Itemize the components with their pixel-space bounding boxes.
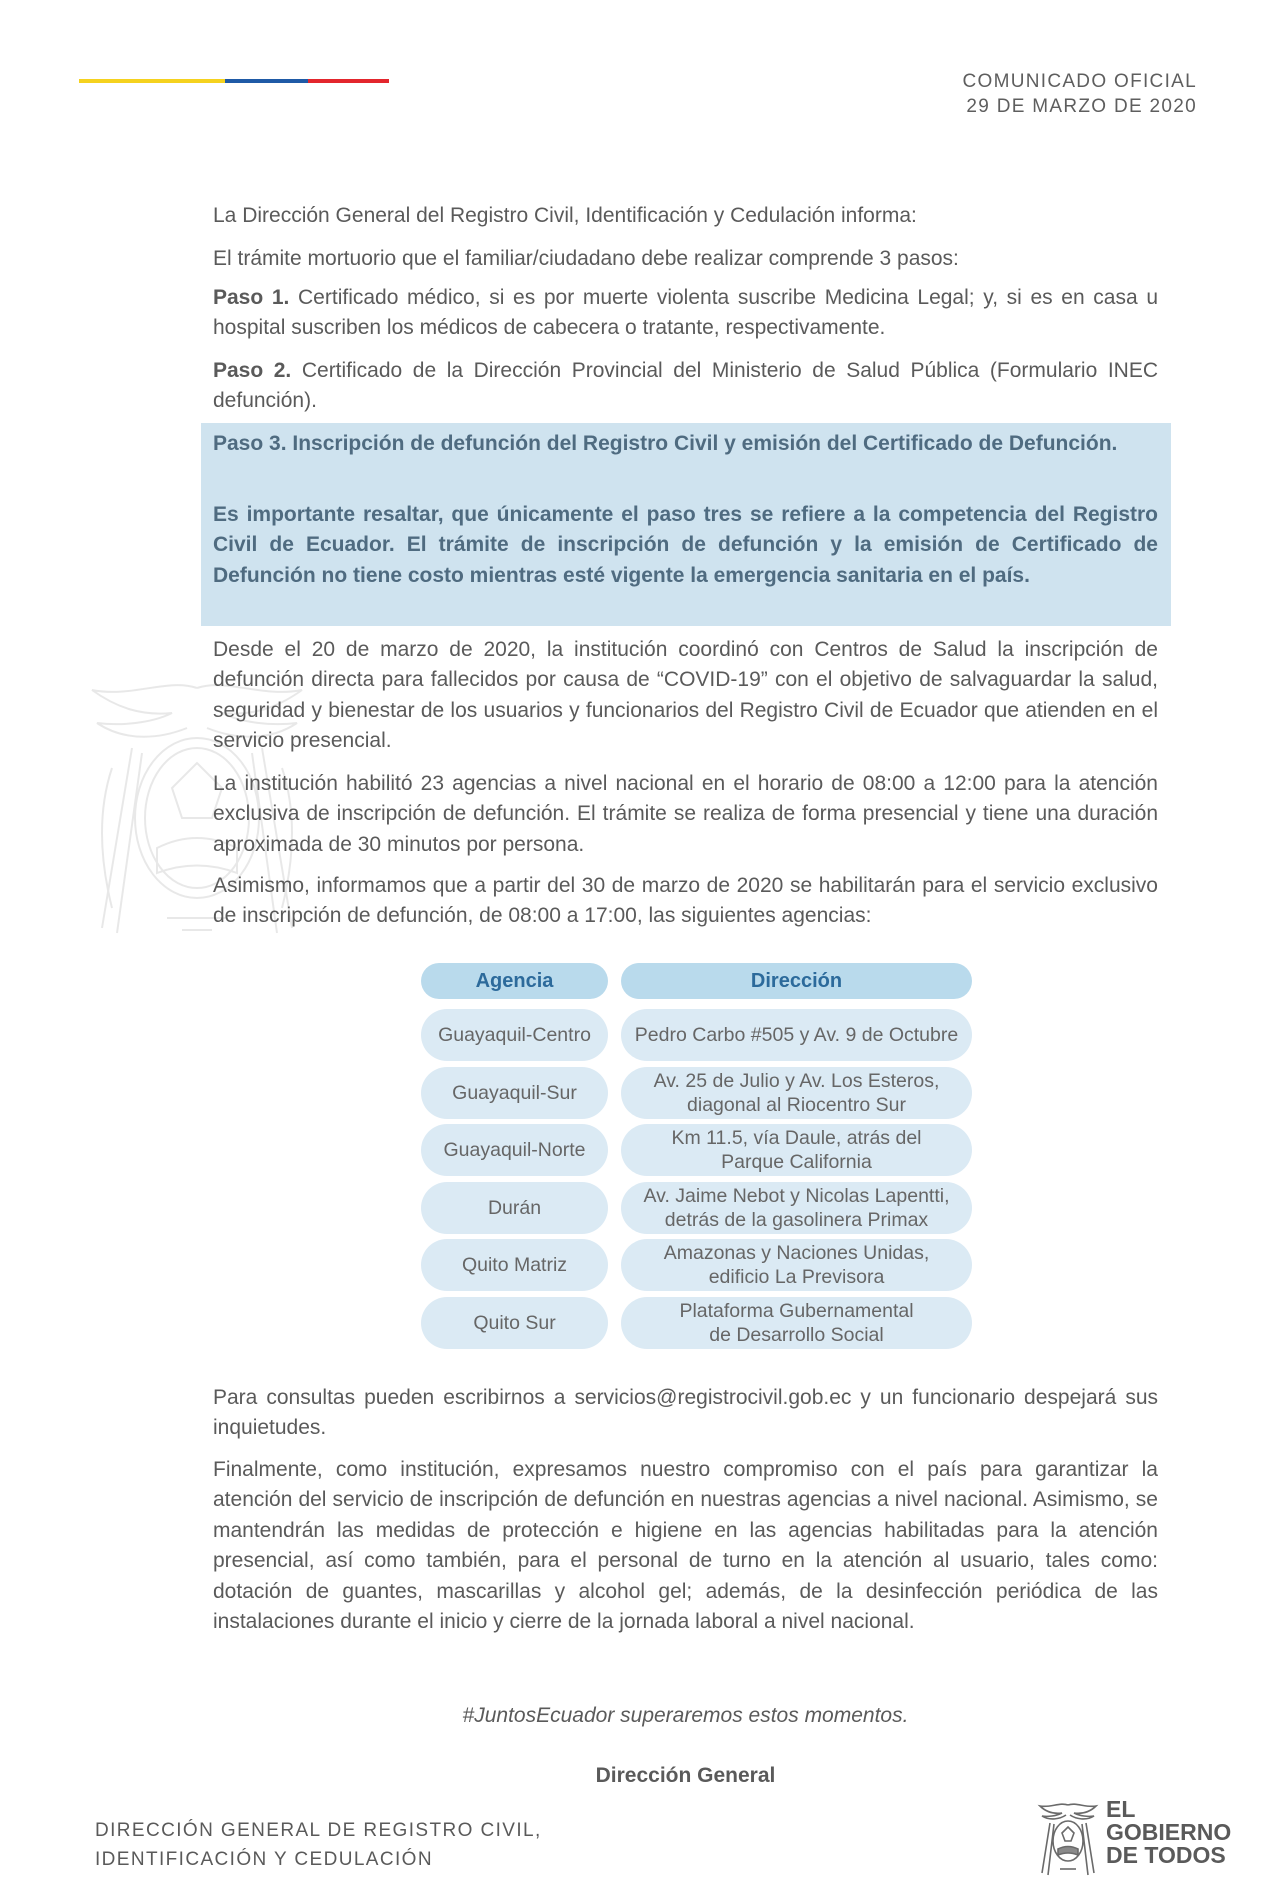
step-3-text: Inscripción de defunción del Registro Civil y emisión del Certificado de Defunción. — [292, 432, 1118, 455]
flag-bar-blue — [225, 79, 308, 83]
step-2-paragraph — [213, 356, 1158, 417]
flag-bar-red — [308, 79, 389, 83]
agency-name: Durán — [487, 1197, 542, 1219]
logo-text-line-1: EL — [1106, 1796, 1136, 1822]
intro-paragraph: La Dirección General del Registro Civil, Identificación y Cedulación informa: — [213, 204, 917, 227]
address-line: Av. 25 de Julio y Av. Los Esteros, — [653, 1070, 940, 1092]
new-agencies-paragraph: Asimismo, informamos que a partir del 30 de marzo de 2020 se habilitarán para el servicio exclusivo de inscripción de defunción, de 08:00 a 17:00, las siguientes agencias: — [213, 874, 1158, 928]
address-line: de Desarrollo Social — [709, 1324, 884, 1346]
institution-name-line-2: IDENTIFICACIÓN Y CEDULACIÓN — [95, 1849, 433, 1870]
table-cell-agency — [421, 1239, 608, 1291]
table-header-agency: Agencia — [421, 963, 608, 999]
steps-intro-paragraph: El trámite mortuorio que el familiar/ciudadano debe realizar comprende 3 pasos: — [213, 247, 959, 270]
agency-name: Quito Matriz — [461, 1254, 568, 1276]
address-line: Pedro Carbo #505 y Av. 9 de Octubre — [634, 1024, 959, 1046]
agency-name: Guayaquil-Sur — [452, 1082, 577, 1104]
table-cell-address — [621, 1124, 972, 1176]
address-line: detrás de la gasolinera Primax — [664, 1209, 929, 1231]
address-line: edificio La Previsora — [708, 1266, 885, 1288]
table-cell-address — [621, 1067, 972, 1119]
logo-text-line-3: DE TODOS — [1106, 1842, 1226, 1868]
hashtag-line: #JuntosEcuador superaremos estos momentos. — [462, 1704, 909, 1727]
institution-name-line-1: DIRECCIÓN GENERAL DE REGISTRO CIVIL, — [95, 1820, 542, 1841]
important-notice-paragraph: Es importante resaltar, que únicamente el paso tres se refiere a la competencia del Registro Civil de Ecuador. El trámite de inscripción de defunción y la emisión de Certificado de Defunción no tiene costo mientras esté vigente la emergencia sanitaria en el país. — [213, 503, 1158, 587]
table-cell-agency — [421, 1297, 608, 1349]
commitment-paragraph: Finalmente, como institución, expresamos nuestro compromiso con el país para garantizar la atención del servicio de inscripción de defunción en nuestras agencias a nivel nacional. Asimismo, se mantendrán las medidas de protección e higiene en las agencias habilitadas para la atención presencial, así como también, para el personal de turno en la atención al usuario, tales como: dotación de guantes, mascarillas y alcohol gel; además, de la desinfección periódica de las instalaciones durante el inicio y cierre de la jornada laboral a nivel nacional. — [213, 1458, 1158, 1634]
coat-of-arms-icon — [1036, 1799, 1100, 1879]
table-cell-agency — [421, 1067, 608, 1119]
signature: Dirección General — [595, 1764, 776, 1787]
communique-title: COMUNICADO OFICIAL — [962, 71, 1197, 92]
agency-name: Quito Sur — [473, 1312, 556, 1334]
agency-name: Guayaquil-Centro — [438, 1024, 591, 1046]
table-cell-address — [621, 1239, 972, 1291]
step-1-paragraph — [213, 283, 1158, 344]
step-1-label: Paso 1. — [213, 286, 290, 309]
address-line: Av. Jaime Nebot y Nicolas Lapentti, — [643, 1185, 950, 1207]
logo-text-line-2: GOBIERNO — [1106, 1819, 1232, 1845]
address-line: diagonal al Riocentro Sur — [687, 1094, 906, 1116]
flag-bar-yellow — [79, 79, 225, 83]
table-cell-agency — [421, 1009, 608, 1061]
table-cell-address — [621, 1009, 972, 1061]
address-line: Parque California — [721, 1151, 872, 1173]
table-cell-address — [621, 1297, 972, 1349]
table-header-address: Dirección — [621, 963, 972, 999]
table-cell-agency — [421, 1124, 608, 1176]
step-1-text: Certificado médico, si es por muerte violenta suscribe Medicina Legal; y, si es en casa u hospital suscriben los médicos de cabecera o tratante, respectivamente. — [213, 286, 1158, 340]
step-2-text: Certificado de la Dirección Provincial del Ministerio de Salud Pública (Formulario INEC defunción). — [213, 359, 1158, 413]
step-2-label: Paso 2. — [213, 359, 292, 382]
communique-date: 29 DE MARZO DE 2020 — [966, 96, 1197, 117]
step-3-paragraph — [213, 429, 1158, 459]
address-line: Plataforma Gubernamental — [679, 1300, 914, 1322]
contact-paragraph: Para consultas pueden escribirnos a servicios@registrocivil.gob.ec y un funcionario despejará sus inquietudes. — [213, 1386, 1158, 1440]
table-cell-agency — [421, 1182, 608, 1234]
address-line: Amazonas y Naciones Unidas, — [663, 1242, 930, 1264]
covid-registration-paragraph: Desde el 20 de marzo de 2020, la institución coordinó con Centros de Salud la inscripción de defunción directa para fallecidos por causa de “COVID-19” con el objetivo de salvaguardar la salud, seguridad y bienestar de los usuarios y funcionarios del Registro Civil de Ecuador que atienden en el servicio presencial. — [213, 638, 1158, 753]
table-cell-address — [621, 1182, 972, 1234]
address-line: Km 11.5, vía Daule, atrás del — [671, 1127, 922, 1149]
agencies-schedule-paragraph: La institución habilitó 23 agencias a nivel nacional en el horario de 08:00 a 12:00 para la atención exclusiva de inscripción de defunción. El trámite se realiza de forma presencial y tiene una duración aproximada de 30 minutos por persona. — [213, 772, 1158, 856]
step-3-label: Paso 3. — [213, 432, 287, 455]
agency-name: Guayaquil-Norte — [443, 1139, 586, 1161]
